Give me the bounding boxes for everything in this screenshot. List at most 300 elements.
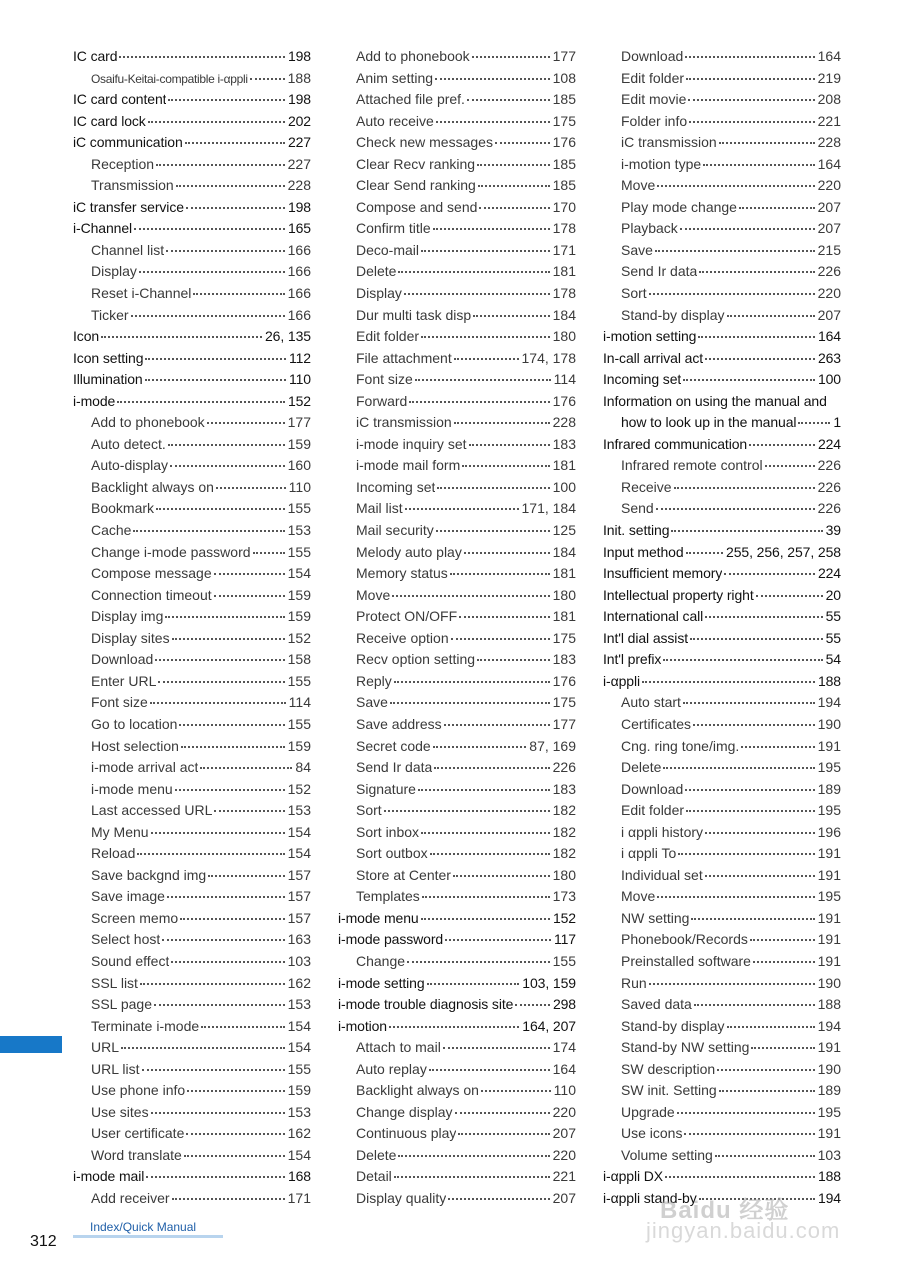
index-term: SW init. Setting	[621, 1082, 717, 1099]
index-term: Receive option	[356, 629, 449, 646]
index-term: Reply	[356, 672, 392, 689]
index-page-ref: 181	[552, 457, 576, 474]
index-page-ref: 182	[552, 823, 576, 840]
index-page-ref: 152	[287, 392, 311, 409]
dot-leader	[689, 120, 814, 123]
dot-leader	[719, 1089, 815, 1092]
index-subentry	[603, 822, 841, 844]
dot-leader	[171, 960, 284, 963]
index-subentry	[603, 111, 841, 133]
index-entry	[603, 348, 841, 370]
index-subentry	[603, 498, 841, 520]
index-page-ref: 112	[288, 349, 311, 366]
index-term: Osaifu-Keitai-compatible i-αppli	[91, 71, 248, 86]
index-term: Save	[356, 694, 388, 711]
index-subentry	[73, 1102, 311, 1124]
index-subentry	[603, 800, 841, 822]
footer-section-label: Index/Quick Manual	[90, 1220, 197, 1234]
index-page-ref: 84	[295, 759, 311, 776]
dot-leader	[250, 77, 285, 80]
dot-leader	[398, 270, 549, 273]
index-page-ref: 191	[817, 1125, 841, 1142]
index-page-ref: 189	[817, 780, 841, 797]
index-page-ref: 226	[817, 263, 841, 280]
dot-leader	[404, 292, 550, 295]
index-page-ref: 195	[817, 1103, 841, 1120]
index-page-ref: 155	[287, 1060, 311, 1077]
index-page-ref: 162	[287, 974, 311, 991]
dot-leader	[663, 766, 814, 769]
dot-leader	[451, 637, 550, 640]
index-page-ref: 87, 169	[529, 737, 576, 754]
index-entry	[338, 1016, 576, 1038]
index-page-ref: 159	[287, 435, 311, 452]
index-term: Certificates	[621, 715, 692, 732]
dot-leader	[207, 421, 285, 424]
index-term: Download	[621, 48, 684, 64]
index-subentry	[603, 736, 841, 758]
index-term: Sort	[356, 802, 382, 819]
index-page-ref: 171	[552, 241, 576, 258]
dot-leader	[121, 1046, 285, 1049]
index-term: iC transmission	[621, 134, 717, 151]
index-page-ref: 114	[288, 694, 311, 711]
index-subentry	[73, 563, 311, 585]
index-term: SSL page	[91, 996, 152, 1013]
index-subentry	[338, 305, 576, 327]
index-term: Melody auto play	[356, 543, 462, 560]
index-subentry	[603, 779, 841, 801]
index-subentry	[73, 714, 311, 736]
index-entry	[338, 929, 576, 951]
index-term: Stand-by display	[621, 306, 725, 323]
index-subentry	[603, 1037, 841, 1059]
index-subentry	[338, 1102, 576, 1124]
index-term: Download	[621, 780, 684, 797]
index-term: Deco-mail	[356, 241, 420, 258]
index-subentry	[73, 757, 311, 779]
index-page-ref: 180	[552, 586, 576, 603]
dot-leader	[436, 529, 550, 532]
page-number: 312	[30, 1233, 57, 1250]
index-term: Use icons	[621, 1125, 683, 1142]
dot-leader	[657, 895, 814, 898]
dot-leader	[698, 335, 815, 338]
index-term: Add to phonebook	[356, 48, 470, 64]
index-subentry	[603, 1102, 841, 1124]
dot-leader	[150, 701, 286, 704]
index-subentry	[603, 197, 841, 219]
index-page-ref: 117	[553, 931, 576, 948]
index-term: i-mode arrival act	[91, 759, 199, 776]
index-subentry	[73, 175, 311, 197]
index-term: Templates	[356, 888, 420, 905]
index-subentry	[73, 261, 311, 283]
index-page-ref: 152	[287, 629, 311, 646]
index-subentry	[603, 951, 841, 973]
index-term: Incoming set	[603, 371, 682, 388]
index-subentry	[73, 843, 311, 865]
index-page-ref: 224	[817, 435, 841, 452]
index-term: Edit folder	[621, 69, 685, 86]
index-subentry	[603, 283, 841, 305]
index-term: Edit folder	[356, 328, 420, 345]
dot-leader	[253, 551, 285, 554]
index-page-ref: 114	[553, 371, 576, 388]
index-subentry	[338, 218, 576, 240]
index-subentry	[338, 585, 576, 607]
dot-leader	[139, 270, 285, 273]
index-page-ref: 159	[287, 1082, 311, 1099]
index-term: Saved data	[621, 996, 692, 1013]
dot-leader	[688, 98, 814, 101]
dot-leader	[433, 227, 550, 230]
index-subentry	[73, 951, 311, 973]
index-term: Font size	[91, 694, 148, 711]
index-subentry	[603, 757, 841, 779]
index-page-ref: 110	[288, 478, 311, 495]
index-page-ref: 263	[817, 349, 841, 366]
index-page-ref: 181	[552, 608, 576, 625]
dot-leader	[155, 658, 284, 661]
index-subentry	[603, 973, 841, 995]
dot-leader	[686, 809, 815, 812]
index-page-ref: 227	[287, 155, 311, 172]
dot-leader	[151, 831, 285, 834]
dot-leader	[642, 680, 815, 683]
index-page-ref: 190	[817, 715, 841, 732]
index-term: User certificate	[91, 1125, 185, 1142]
index-subentry	[338, 822, 576, 844]
index-term: Individual set	[621, 866, 703, 883]
index-subentry	[73, 305, 311, 327]
index-term: Sort inbox	[356, 823, 420, 840]
index-term: Save image	[91, 888, 165, 905]
dot-leader	[186, 206, 285, 209]
index-page-ref: 207	[817, 198, 841, 215]
index-page-ref: 191	[817, 931, 841, 948]
index-page-ref: 157	[287, 909, 311, 926]
index-page-ref: 100	[552, 478, 576, 495]
index-page-ref: 164	[817, 155, 841, 172]
index-term: Icon setting	[73, 349, 144, 366]
index-subentry	[338, 951, 576, 973]
index-term: Stand-by NW setting	[621, 1039, 750, 1056]
dot-leader	[453, 874, 550, 877]
index-page-ref: 108	[552, 69, 576, 86]
index-page-ref: 175	[552, 694, 576, 711]
index-term: Use phone info	[91, 1082, 186, 1099]
index-page-ref: 164, 207	[522, 1017, 576, 1034]
dot-leader	[477, 658, 550, 661]
index-term: Last accessed URL	[91, 802, 213, 819]
index-page-ref: 207	[817, 306, 841, 323]
index-term: Recv option setting	[356, 651, 476, 668]
index-page-ref: 153	[287, 522, 311, 539]
index-page-ref: 185	[552, 91, 576, 108]
dot-leader	[455, 1111, 550, 1114]
index-term: Display sites	[91, 629, 170, 646]
dot-leader	[481, 1089, 551, 1092]
index-subentry	[338, 671, 576, 693]
index-subentry	[338, 326, 576, 348]
index-term: Receive	[621, 478, 672, 495]
dot-leader	[398, 1154, 549, 1157]
index-term: Attach to mail	[356, 1039, 441, 1056]
index-page-ref: 180	[552, 866, 576, 883]
dot-leader	[151, 1111, 285, 1114]
index-term: URL list	[91, 1060, 140, 1077]
index-term: Infrared communication	[603, 435, 748, 452]
index-term: Terminate i-mode	[91, 1017, 200, 1034]
index-subentry	[73, 692, 311, 714]
index-page-ref: 183	[552, 435, 576, 452]
dot-leader	[166, 249, 284, 252]
index-subentry	[73, 908, 311, 930]
dot-leader	[694, 1003, 815, 1006]
index-entry	[603, 606, 841, 628]
index-term: i-αppli stand-by	[603, 1189, 697, 1206]
index-page-ref: 154	[287, 845, 311, 862]
dot-leader	[392, 594, 549, 597]
index-page-ref: 103, 159	[522, 974, 576, 991]
dot-leader	[458, 1132, 549, 1135]
dot-leader	[739, 206, 815, 209]
index-subentry	[73, 973, 311, 995]
index-term: Display quality	[356, 1189, 447, 1206]
index-term: Display	[91, 263, 137, 280]
dot-leader	[469, 443, 550, 446]
index-subentry	[603, 68, 841, 90]
dot-leader	[477, 163, 550, 166]
index-subentry	[73, 628, 311, 650]
dot-leader	[415, 378, 551, 381]
index-page-ref: 184	[552, 306, 576, 323]
index-page-ref: 159	[287, 737, 311, 754]
index-entry	[603, 649, 841, 671]
index-term: NW setting	[621, 909, 690, 926]
index-term: Mail list	[356, 500, 403, 517]
index-term: Ticker	[91, 306, 129, 323]
dot-leader	[445, 938, 551, 941]
index-page-ref: 155	[287, 715, 311, 732]
dot-leader	[172, 637, 285, 640]
dot-leader	[467, 98, 550, 101]
dot-leader	[699, 270, 814, 273]
index-page-ref: 196	[817, 823, 841, 840]
index-page-ref: 221	[817, 112, 841, 129]
index-term: Auto detect.	[91, 435, 166, 452]
dot-leader	[142, 1068, 285, 1071]
index-subentry	[73, 240, 311, 262]
index-term: Sort	[621, 285, 647, 302]
index-term: Cache	[91, 522, 132, 539]
dot-leader	[655, 249, 815, 252]
index-page-ref: 164	[817, 328, 841, 345]
dot-leader	[180, 917, 284, 920]
index-page-ref: 228	[552, 414, 576, 431]
index-subentry	[338, 455, 576, 477]
index-subentry	[338, 197, 576, 219]
index-term: Backlight always on	[356, 1082, 479, 1099]
index-term: Dur multi task disp	[356, 306, 472, 323]
dot-leader	[680, 227, 815, 230]
index-subentry	[73, 477, 311, 499]
index-subentry	[603, 865, 841, 887]
index-term: how to look up in the manual	[621, 414, 797, 431]
dot-leader	[450, 572, 550, 575]
index-page-ref: 220	[817, 285, 841, 302]
index-page-ref: 191	[817, 1039, 841, 1056]
index-subentry	[603, 1016, 841, 1038]
index-subentry	[338, 154, 576, 176]
dot-leader	[478, 184, 550, 187]
index-subentry	[338, 1080, 576, 1102]
index-subentry	[73, 455, 311, 477]
index-term: Change i-mode password	[91, 543, 251, 560]
index-term: SSL list	[91, 974, 138, 991]
index-subentry	[338, 68, 576, 90]
index-term: Send	[621, 500, 654, 517]
index-page-ref: 110	[553, 1082, 576, 1099]
dot-leader	[170, 464, 285, 467]
index-page-ref: 228	[287, 177, 311, 194]
watermark-url: jingyan.baidu.com	[646, 1218, 841, 1243]
index-page-ref: 184	[552, 543, 576, 560]
index-page-ref: 255, 256, 257, 258	[726, 543, 841, 560]
index-term: Init. setting	[603, 522, 670, 539]
dot-leader	[389, 1025, 519, 1028]
index-subentry	[338, 434, 576, 456]
index-subentry	[73, 1037, 311, 1059]
index-term: Sort outbox	[356, 845, 428, 862]
index-entry	[603, 326, 841, 348]
dot-leader	[683, 378, 815, 381]
dot-leader	[162, 938, 284, 941]
index-page-ref: 226	[817, 500, 841, 517]
dot-leader	[214, 809, 284, 812]
index-term: Continuous play	[356, 1125, 457, 1142]
index-term: Send Ir data	[621, 263, 698, 280]
index-page-ref: 103	[817, 1146, 841, 1163]
index-page-ref: 1	[833, 414, 841, 431]
index-term: Transmission	[91, 177, 174, 194]
index-term: Channel list	[91, 241, 165, 258]
dot-leader	[686, 551, 723, 554]
dot-leader	[137, 852, 284, 855]
index-entry	[73, 89, 311, 111]
index-subentry	[73, 779, 311, 801]
index-page-ref: 221	[552, 1168, 576, 1185]
dot-leader	[684, 1132, 814, 1135]
index-page-ref: 55	[825, 629, 841, 646]
index-page-ref: 220	[552, 1146, 576, 1163]
index-term: Save address	[356, 715, 442, 732]
index-page-ref: 159	[287, 586, 311, 603]
index-entry	[73, 218, 311, 240]
dot-leader	[421, 249, 550, 252]
dot-leader	[690, 637, 823, 640]
index-page-ref: 39	[825, 522, 841, 539]
index-term: Detail	[356, 1168, 392, 1185]
index-page-ref: 195	[817, 759, 841, 776]
dot-leader	[677, 1111, 815, 1114]
index-term: Delete	[356, 263, 397, 280]
dot-leader	[436, 120, 550, 123]
index-entry	[603, 628, 841, 650]
index-page-ref: 166	[287, 263, 311, 280]
index-page-ref: 228	[817, 134, 841, 151]
index-subentry	[73, 649, 311, 671]
dot-leader	[649, 982, 815, 985]
index-term: Delete	[356, 1146, 397, 1163]
dot-leader	[216, 486, 286, 489]
index-term: i-αppli DX	[603, 1168, 663, 1185]
dot-leader	[184, 1154, 285, 1157]
index-subentry	[603, 305, 841, 327]
dot-leader	[156, 163, 285, 166]
index-page-ref: 191	[817, 737, 841, 754]
index-term: Save	[621, 241, 653, 258]
index-page-ref: 154	[287, 1146, 311, 1163]
index-subentry	[338, 369, 576, 391]
index-term: Folder info	[621, 112, 688, 129]
index-term: iC transmission	[356, 414, 452, 431]
index-page-ref: 183	[552, 780, 576, 797]
index-term: Input method	[603, 543, 684, 560]
index-subentry	[338, 1037, 576, 1059]
index-page-ref: 171, 184	[521, 500, 576, 517]
index-term: SW description	[621, 1060, 716, 1077]
index-entry	[603, 434, 841, 456]
index-page-ref: 191	[817, 845, 841, 862]
index-page-ref: 198	[287, 198, 311, 215]
index-subentry	[338, 261, 576, 283]
index-page-ref: 110	[288, 371, 311, 388]
index-page-ref: 183	[552, 651, 576, 668]
index-term: i-motion	[338, 1017, 387, 1034]
dot-leader	[665, 1175, 815, 1178]
dot-leader	[495, 141, 550, 144]
index-page-ref: 188	[817, 996, 841, 1013]
index-term: Anim setting	[356, 69, 434, 86]
index-term: Cng. ring tone/img.	[621, 737, 740, 754]
dot-leader	[649, 292, 815, 295]
index-subentry	[338, 391, 576, 413]
index-term: Select host	[91, 931, 161, 948]
index-term: Signature	[356, 780, 416, 797]
index-subentry	[73, 585, 311, 607]
index-page-ref: 166	[287, 241, 311, 258]
index-subentry	[338, 348, 576, 370]
index-page-ref: 220	[817, 177, 841, 194]
index-subentry	[603, 132, 841, 154]
index-term: Enter URL	[91, 672, 157, 689]
dot-leader	[187, 1089, 284, 1092]
index-subentry	[73, 1145, 311, 1167]
index-column-3	[603, 46, 841, 1210]
index-page-ref: 155	[287, 500, 311, 517]
index-page-ref: 100	[817, 371, 841, 388]
index-term: Display	[356, 285, 402, 302]
dot-leader	[437, 486, 549, 489]
index-page-ref: 153	[287, 1103, 311, 1120]
index-term: Auto-display	[91, 457, 169, 474]
dot-leader	[433, 745, 527, 748]
dot-leader	[172, 1197, 285, 1200]
index-page-ref: 152	[552, 909, 576, 926]
index-page-ref: 176	[552, 134, 576, 151]
